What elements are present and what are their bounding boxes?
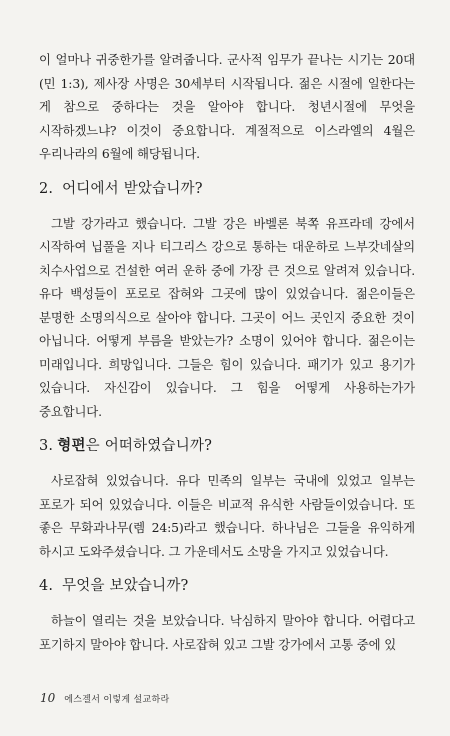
section-body-4: 하늘이 열리는 것을 보았습니다. 낙심하지 말아야 합니다. 어렵다고 포기하지 말아야 합니다. 사로잡혀 있고 그발 강가에서 고통 중에 있 [39,613,415,652]
intro-paragraph: 이 얼마나 귀중한가를 알려줍니다. 군사적 임무가 끝나는 시기는 20대(민 1:3), 제사장 사명은 30세부터 시작됩니다. 젊은 시절에 일한다는 게 참으로 중하다는 것을 알아야 합니다. 청년시절에 무엇을 시작하겠느냐? 이것이 중요합니다. 계절적으로 이스라엘의 4월은 우리나라의 6월에 해당됩니다. [39,52,415,161]
section-title-rest: 은 어떠하였습니까? [85,438,213,454]
section-heading-2 [39,178,415,200]
section-title: 어디에서 받았습니까? [62,180,203,197]
section-number: 3. [39,438,54,454]
page-number: 10 [40,691,56,705]
page-content [39,48,415,656]
section-heading-3 [39,435,415,457]
section-number: 4. [39,578,54,594]
section-title: 무엇을 보았습니까? [62,578,189,594]
section-body-3: 사로잡혀 있었습니다. 유다 민족의 일부는 국내에 있었고 일부는 포로가 되어 있었습니다. 이들은 비교적 유식한 사람들이었습니다. 또 좋은 무화과나무(렘 24:5)라고 했습니다. 하나님은 그들을 유익하게 하시고 도와주셨습니다. 그 가운데서도 소망을 가지고 있었습니다. [39,473,415,559]
section-title-bold: 형편 [57,437,86,454]
running-title: 에스겔서 이렇게 설교하라 [64,695,170,705]
page-footer [40,691,170,705]
section-body-2: 그발 강가라고 했습니다. 그발 강은 바벨론 북쪽 유프라데 강에서 시작하여 닙풀을 지나 티그리스 강으로 통하는 대운하로 느부갓네살의 치수사업으로 건설한 여러 운하 중에 가장 큰 것으로 알려져 있습니다. 유다 백성들이 포로로 잡혀와 그곳에 많이 있었습니다. 젊은이들은 분명한 소명의식으로 살아야 합니다. 그곳이 어느 곳인지 중요한 것이 아닙니다. 어떻게 부름을 받았는가? 소명이 있어야 합니다. 젊은이는 미래입니다. 희망입니다. 그들은 힘이 있습니다. 패기가 있고 용기가 있습니다. 자신감이 있습니다. 그 힘을 어떻게 사용하는가가 중요합니다. [39,215,415,419]
section-number: 2. [39,180,54,197]
section-heading-4 [39,575,415,597]
